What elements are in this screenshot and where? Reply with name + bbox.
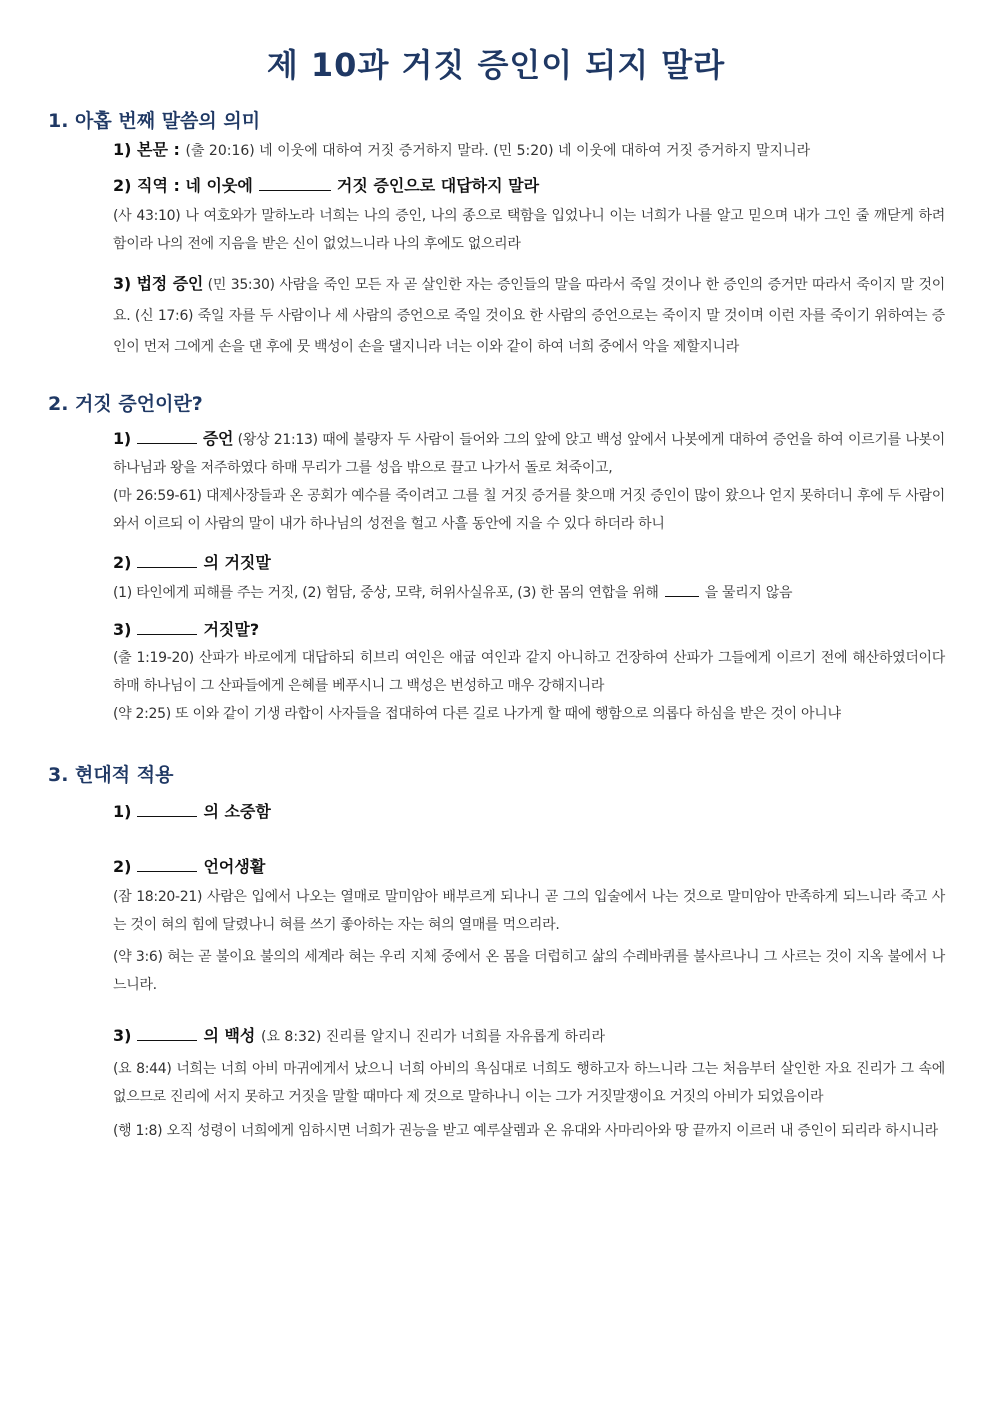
s1-item-3-text: (민 35:30) 사람을 죽인 모든 자 곧 살인한 자는 증인들의 말을 따라서 죽일 것이나 한 증인의 증거만 따라서 죽이지 말 것이요. (신 17:6) 죽일 자를 두 사람이나 세 사람의 증언으로 죽일 것이요 한 사람의 증언으로는 죽이지 말 것이며 이런 자를 죽이기 위하여는 증인이 먼저 그에게 손을 댄 후에 뭇 백성이 손을 댈지니라 너는 이와 같이 하여 너희 중에서 악을 제할지니라 — [113, 277, 945, 355]
section-2-heading: 2. 거짓 증언이란? — [48, 393, 203, 415]
s2-item-3-text2: (약 2:25) 또 이와 같이 기생 라합이 사자들을 접대하여 다른 길로 나가게 할 때에 행함으로 의롭다 하심을 받은 것이 아니냐 — [113, 706, 841, 722]
s3-item-1-num: 1) — [113, 802, 132, 821]
s2-item-1-num: 1) — [113, 429, 131, 448]
section-1-heading: 1. 아홉 번째 말씀의 의미 — [48, 110, 261, 132]
fill-in-blank — [137, 857, 197, 872]
s3-item-3-ref: (요 8:32) 진리를 알지니 진리가 너희를 자유롭게 하리라 — [260, 1029, 605, 1045]
fill-in-blank — [665, 582, 699, 597]
page-title: 제 10과 거짓 증인이 되지 말라 — [266, 46, 726, 84]
section-3-heading: 3. 현대적 적용 — [48, 764, 174, 786]
s2-item-3-num: 3) — [113, 620, 132, 639]
s3-item-2-label: 언어생활 — [203, 857, 266, 876]
s3-item-2 — [113, 855, 945, 999]
s1-item-3-label: 3) 법정 증인 — [113, 274, 204, 293]
s3-item-3-text: (요 8:44) 너희는 너희 아비 마귀에게서 났으니 너희 아비의 욕심대로 너희도 행하고자 하느니라 그는 처음부터 살인한 자요 진리가 그 속에 없으므로 진리에 서지 못하고 거짓을 말할 때마다 제 것으로 말하나니 이는 그가 거짓말쟁이요 거짓의 아비가 되었음이라 — [113, 1061, 945, 1105]
s3-item-2-num: 2) — [113, 857, 132, 876]
s3-item-1-label: 의 소중함 — [203, 802, 271, 821]
s1-item-2-text: (사 43:10) 나 여호와가 말하노라 너희는 나의 증인, 나의 종으로 택함을 입었나니 이는 너희가 나를 알고 믿으며 내가 그인 줄 깨닫게 하려 함이라 나의 전에 지음을 받은 신이 없었느니라 나의 후에도 없으리라 — [113, 208, 945, 252]
s1-item-1-text: (출 20:16) 네 이웃에 대하여 거짓 증거하지 말라. (민 5:20) 네 이웃에 대하여 거짓 증거하지 말지니라 — [185, 143, 811, 159]
s1-item-2-label-a: 2) 직역 : 네 이웃에 — [113, 176, 253, 195]
s3-item-3-text2: (행 1:8) 오직 성령이 너희에게 임하시면 너희가 권능을 받고 예루살렘과 온 유대와 사마리아와 땅 끝까지 이르러 내 증인이 되리라 하시니라 — [113, 1123, 938, 1139]
s3-item-2-text: (잠 18:20-21) 사람은 입에서 나오는 열매로 말미암아 배부르게 되나니 곧 그의 입술에서 나는 것으로 말미암아 만족하게 되느니라 죽고 사는 것이 혀의 힘에 달렸나니 혀를 쓰기 좋아하는 자는 혀의 열매를 먹으리라. — [113, 889, 945, 933]
s2-item-1-label: 증언 — [202, 429, 234, 448]
s2-item-2-text-b: 을 물리지 않음 — [704, 585, 793, 601]
s2-item-3 — [113, 618, 945, 728]
s1-item-2-label-b: 거짓 증인으로 대답하지 말라 — [336, 176, 540, 195]
fill-in-blank — [137, 553, 197, 568]
s3-item-2-text2: (약 3:6) 혀는 곧 불이요 불의의 세계라 혀는 우리 지체 중에서 온 몸을 더럽히고 삶의 수레바퀴를 불사르나니 그 사르는 것이 지옥 불에서 나느니라. — [113, 949, 945, 993]
s2-item-2-label: 의 거짓말 — [203, 553, 271, 572]
s3-item-3-num: 3) — [113, 1026, 132, 1045]
s2-item-2-text-a: (1) 타인에게 피해를 주는 거짓, (2) 험담, 중상, 모략, 허위사실유포, (3) 한 몸의 연합을 위해 — [113, 585, 659, 601]
s2-item-3-label: 거짓말? — [203, 620, 260, 639]
s2-item-1-text: (왕상 21:13) 때에 불량자 두 사람이 들어와 그의 앞에 앉고 백성 앞에서 나봇에게 대하여 증언을 하여 이르기를 나봇이 하나님과 왕을 저주하였다 하매 무리가 그를 성읍 밖으로 끌고 나가서 돌로 쳐죽이고, — [113, 432, 946, 476]
fill-in-blank — [137, 620, 197, 635]
s2-item-2-num: 2) — [113, 553, 132, 572]
s3-item-3 — [113, 1024, 945, 1145]
fill-in-blank — [259, 176, 331, 191]
s3-item-1 — [113, 800, 945, 824]
s2-item-1-text2: (마 26:59-61) 대제사장들과 온 공회가 예수를 죽이려고 그를 칠 거짓 증거를 찾으매 거짓 증인이 많이 왔으나 얻지 못하더니 후에 두 사람이 와서 이르되 이 사람의 말이 내가 하나님의 성전을 헐고 사흘 동안에 지을 수 있다 하더라 하니 — [113, 488, 945, 532]
s2-item-2 — [113, 551, 945, 607]
s1-item-3 — [113, 270, 945, 363]
s1-item-1-label: 1) 본문 : — [113, 140, 180, 159]
s2-item-3-text: (출 1:19-20) 산파가 바로에게 대답하되 히브리 여인은 애굽 여인과 같지 아니하고 건장하여 산파가 그들에게 이르기 전에 해산하였더이다 하매 하나님이 그 산파들에게 은혜를 베푸시니 그 백성은 번성하고 매우 강해지니라 — [113, 650, 945, 694]
fill-in-blank — [137, 429, 197, 444]
s2-item-1 — [113, 426, 945, 538]
s1-item-2 — [113, 174, 945, 258]
s3-item-3-label: 의 백성 — [203, 1026, 256, 1045]
fill-in-blank — [137, 1026, 197, 1041]
s1-item-1 — [113, 138, 945, 163]
fill-in-blank — [137, 802, 197, 817]
